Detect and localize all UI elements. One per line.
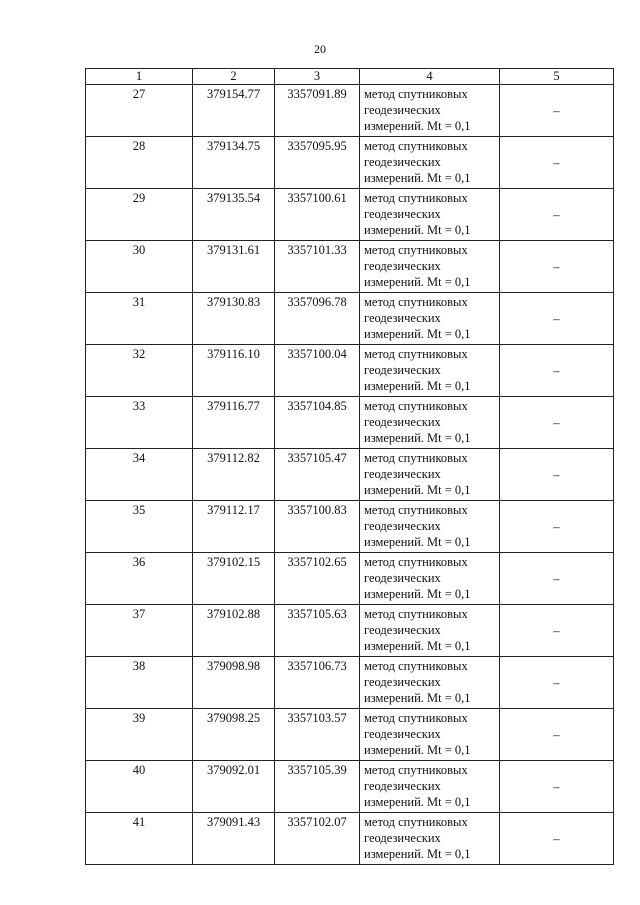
point-number-cell: 29 [86, 189, 193, 241]
note-cell: – [500, 709, 614, 761]
note-cell: – [500, 605, 614, 657]
table-row [86, 605, 614, 657]
method-line: метод спутниковых [364, 87, 468, 101]
method-line: геодезических [364, 415, 441, 429]
y-coordinate-cell: 3357096.78 [275, 293, 360, 345]
method-line: измерений. Mt = 0,1 [364, 795, 471, 809]
method-line: измерений. Mt = 0,1 [364, 119, 471, 133]
note-cell: – [500, 345, 614, 397]
x-coordinate-cell: 379112.17 [193, 501, 275, 553]
table-row [86, 501, 614, 553]
y-coordinate-cell: 3357105.63 [275, 605, 360, 657]
coordinates-table [85, 68, 614, 865]
method-cell [360, 553, 500, 605]
method-line: измерений. Mt = 0,1 [364, 483, 471, 497]
method-line: метод спутниковых [364, 815, 468, 829]
method-line: измерений. Mt = 0,1 [364, 223, 471, 237]
table-row [86, 761, 614, 813]
note-cell: – [500, 189, 614, 241]
note-cell: – [500, 553, 614, 605]
point-number-cell: 31 [86, 293, 193, 345]
table-row [86, 657, 614, 709]
method-line: измерений. Mt = 0,1 [364, 639, 471, 653]
note-cell: – [500, 501, 614, 553]
point-number-cell: 35 [86, 501, 193, 553]
method-line: метод спутниковых [364, 451, 468, 465]
method-line: геодезических [364, 363, 441, 377]
point-number-cell: 34 [86, 449, 193, 501]
x-coordinate-cell: 379130.83 [193, 293, 275, 345]
method-cell [360, 241, 500, 293]
method-line: геодезических [364, 831, 441, 845]
point-number-cell: 32 [86, 345, 193, 397]
method-line: геодезических [364, 519, 441, 533]
method-line: измерений. Mt = 0,1 [364, 275, 471, 289]
method-line: геодезических [364, 623, 441, 637]
method-cell [360, 709, 500, 761]
point-number-cell: 39 [86, 709, 193, 761]
point-number-cell: 28 [86, 137, 193, 189]
method-line: геодезических [364, 727, 441, 741]
method-cell [360, 605, 500, 657]
note-cell: – [500, 397, 614, 449]
y-coordinate-cell: 3357103.57 [275, 709, 360, 761]
table-row [86, 293, 614, 345]
x-coordinate-cell: 379091.43 [193, 813, 275, 865]
y-coordinate-cell: 3357105.47 [275, 449, 360, 501]
method-line: измерений. Mt = 0,1 [364, 431, 471, 445]
point-number-cell: 40 [86, 761, 193, 813]
column-header-2: 2 [193, 69, 275, 85]
table-row [86, 553, 614, 605]
y-coordinate-cell: 3357106.73 [275, 657, 360, 709]
x-coordinate-cell: 379112.82 [193, 449, 275, 501]
table-row [86, 397, 614, 449]
method-line: измерений. Mt = 0,1 [364, 171, 471, 185]
point-number-cell: 37 [86, 605, 193, 657]
table-row [86, 85, 614, 137]
method-line: метод спутниковых [364, 347, 468, 361]
note-cell: – [500, 293, 614, 345]
column-header-3: 3 [275, 69, 360, 85]
method-cell [360, 449, 500, 501]
table-body [86, 85, 614, 865]
column-header-4: 4 [360, 69, 500, 85]
y-coordinate-cell: 3357102.65 [275, 553, 360, 605]
method-line: измерений. Mt = 0,1 [364, 587, 471, 601]
y-coordinate-cell: 3357101.33 [275, 241, 360, 293]
method-line: метод спутниковых [364, 607, 468, 621]
method-line: геодезических [364, 467, 441, 481]
y-coordinate-cell: 3357095.95 [275, 137, 360, 189]
table-row [86, 813, 614, 865]
note-cell: – [500, 137, 614, 189]
y-coordinate-cell: 3357091.89 [275, 85, 360, 137]
note-cell: – [500, 449, 614, 501]
method-line: метод спутниковых [364, 763, 468, 777]
method-cell [360, 397, 500, 449]
x-coordinate-cell: 379102.15 [193, 553, 275, 605]
note-cell: – [500, 657, 614, 709]
method-line: измерений. Mt = 0,1 [364, 847, 471, 861]
method-line: геодезических [364, 207, 441, 221]
method-line: метод спутниковых [364, 399, 468, 413]
x-coordinate-cell: 379154.77 [193, 85, 275, 137]
method-line: измерений. Mt = 0,1 [364, 535, 471, 549]
method-line: геодезических [364, 779, 441, 793]
point-number-cell: 38 [86, 657, 193, 709]
method-line: метод спутниковых [364, 243, 468, 257]
method-cell [360, 345, 500, 397]
x-coordinate-cell: 379131.61 [193, 241, 275, 293]
x-coordinate-cell: 379135.54 [193, 189, 275, 241]
method-line: метод спутниковых [364, 139, 468, 153]
method-cell [360, 293, 500, 345]
page-number: 20 [314, 42, 326, 56]
point-number-cell: 36 [86, 553, 193, 605]
method-line: метод спутниковых [364, 711, 468, 725]
point-number-cell: 30 [86, 241, 193, 293]
y-coordinate-cell: 3357105.39 [275, 761, 360, 813]
table-row [86, 449, 614, 501]
method-line: метод спутниковых [364, 503, 468, 517]
y-coordinate-cell: 3357104.85 [275, 397, 360, 449]
y-coordinate-cell: 3357100.83 [275, 501, 360, 553]
method-line: измерений. Mt = 0,1 [364, 691, 471, 705]
method-cell [360, 501, 500, 553]
table-row [86, 137, 614, 189]
method-line: геодезических [364, 311, 441, 325]
method-line: измерений. Mt = 0,1 [364, 743, 471, 757]
y-coordinate-cell: 3357100.61 [275, 189, 360, 241]
method-line: метод спутниковых [364, 555, 468, 569]
point-number-cell: 41 [86, 813, 193, 865]
point-number-cell: 33 [86, 397, 193, 449]
method-line: геодезических [364, 571, 441, 585]
x-coordinate-cell: 379116.10 [193, 345, 275, 397]
column-header-1: 1 [86, 69, 193, 85]
method-cell [360, 657, 500, 709]
method-line: метод спутниковых [364, 191, 468, 205]
method-line: метод спутниковых [364, 295, 468, 309]
note-cell: – [500, 85, 614, 137]
method-line: измерений. Mt = 0,1 [364, 327, 471, 341]
point-number-cell: 27 [86, 85, 193, 137]
x-coordinate-cell: 379098.25 [193, 709, 275, 761]
x-coordinate-cell: 379134.75 [193, 137, 275, 189]
method-line: метод спутниковых [364, 659, 468, 673]
method-cell [360, 85, 500, 137]
y-coordinate-cell: 3357102.07 [275, 813, 360, 865]
method-cell [360, 761, 500, 813]
x-coordinate-cell: 379102.88 [193, 605, 275, 657]
x-coordinate-cell: 379092.01 [193, 761, 275, 813]
table-header-row [86, 69, 614, 85]
method-line: измерений. Mt = 0,1 [364, 379, 471, 393]
table-row [86, 345, 614, 397]
x-coordinate-cell: 379098.98 [193, 657, 275, 709]
note-cell: – [500, 813, 614, 865]
table-row [86, 241, 614, 293]
table-row [86, 189, 614, 241]
column-header-5: 5 [500, 69, 614, 85]
y-coordinate-cell: 3357100.04 [275, 345, 360, 397]
note-cell: – [500, 241, 614, 293]
method-line: геодезических [364, 155, 441, 169]
method-cell [360, 189, 500, 241]
method-cell [360, 137, 500, 189]
table-row [86, 709, 614, 761]
method-line: геодезических [364, 259, 441, 273]
note-cell: – [500, 761, 614, 813]
method-line: геодезических [364, 103, 441, 117]
x-coordinate-cell: 379116.77 [193, 397, 275, 449]
method-cell [360, 813, 500, 865]
method-line: геодезических [364, 675, 441, 689]
